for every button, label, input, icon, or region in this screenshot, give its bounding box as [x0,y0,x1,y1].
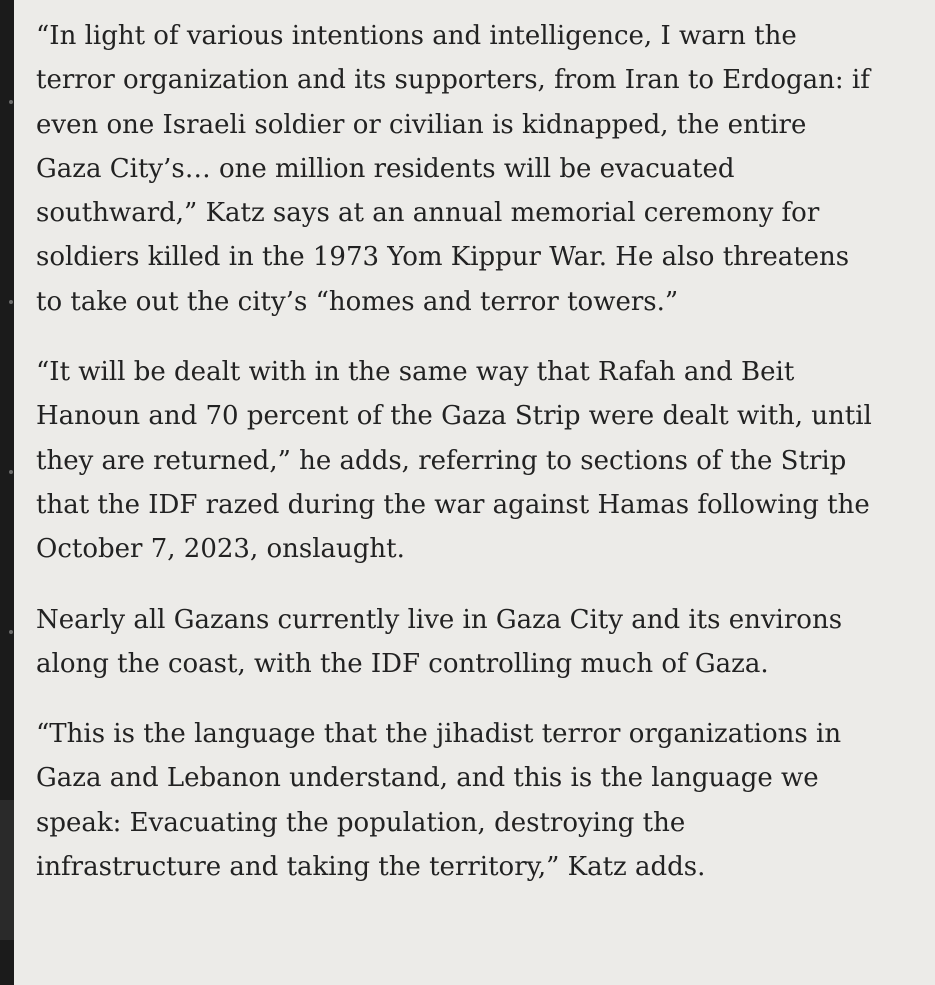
text-line: October 7, 2023, onslaught. [36,534,405,565]
text-line: “This is the language that the jihadist terror organizations in [36,719,842,750]
text-line: infrastructure and taking the territory,” Katz adds. [36,852,706,883]
text-line: that the IDF razed during the war against Hamas following the [36,489,870,520]
article-paragraph [36,14,926,324]
article-body [36,14,926,915]
text-line: they are returned,” he adds, referring to sections of the Strip [36,445,847,476]
edge-shade [0,800,14,940]
text-line: “In light of various intentions and intelligence, I warn the [36,21,797,51]
left-edge-strip [0,0,14,985]
edge-dot [9,300,13,304]
text-line: Hanoun and 70 percent of the Gaza Strip were dealt with, until [36,401,872,432]
edge-dot [9,630,13,634]
text-line: Nearly all Gazans currently live in Gaza City and its environs [36,604,843,635]
text-line: Gaza City’s… one million residents will be evacuated [36,153,735,184]
article-paragraph [36,350,926,571]
edge-dot [9,100,13,104]
article-paragraph [36,712,926,889]
text-line: speak: Evacuating the population, destroying the [36,807,686,838]
edge-dot [9,470,13,474]
text-line: terror organization and its supporters, from Iran to Erdogan: if [36,65,870,96]
text-line: even one Israeli soldier or civilian is kidnapped, the entire [36,109,807,140]
text-line: “It will be dealt with in the same way that Rafah and Beit [36,357,795,388]
text-line: along the coast, with the IDF controlling much of Gaza. [36,648,769,679]
text-line: soldiers killed in the 1973 Yom Kippur War. He also threatens [36,242,850,273]
article-paragraph [36,598,926,687]
text-line: Gaza and Lebanon understand, and this is the language we [36,763,819,794]
text-line: to take out the city’s “homes and terror towers.” [36,286,679,317]
text-line: southward,” Katz says at an annual memorial ceremony for [36,198,820,229]
